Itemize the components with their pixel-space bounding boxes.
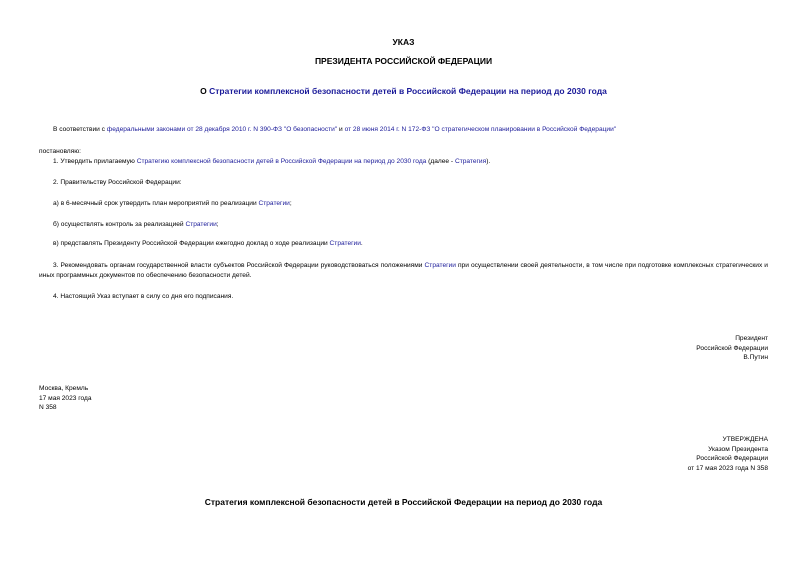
law-172-link[interactable]: от 28 июня 2014 г. N 172-ФЗ "О стратегическом планировании в Российской Федерации" [344, 126, 617, 133]
decree-subject [0, 86, 807, 96]
place-date-block [39, 384, 92, 413]
approval-block [688, 435, 768, 473]
item-3-text: 3. Рекомендовать органам государственной власти субъектов Российской Федерации руководствоваться положениями [53, 262, 425, 269]
signature-title: Президент [735, 335, 768, 342]
item-2c-text: в) представлять Президенту Российской Федерации ежегодно доклад о ходе реализации [53, 240, 330, 247]
item-2b-end: ; [216, 221, 219, 228]
decree-issuer: ПРЕЗИДЕНТА РОССИЙСКОЙ ФЕДЕРАЦИИ [314, 56, 493, 66]
approval-date: от 17 мая 2023 года N 358 [687, 464, 768, 472]
preamble-text: В соответствии с [53, 126, 107, 133]
approval-status: УТВЕРЖДЕНА [722, 436, 768, 443]
signature-country: Российской Федерации [696, 344, 768, 352]
preamble [53, 125, 616, 135]
law-390-link[interactable]: федеральными законами от 28 декабря 2010 г. N 390-ФЗ "О безопасности" [106, 126, 338, 133]
item-2a-link[interactable]: Стратегии [258, 200, 290, 207]
decree-number: N 358 [39, 404, 57, 412]
signature-name: В.Путин [743, 354, 768, 362]
strategy-title: Стратегия комплексной безопасности детей в Российской Федерации на период до 2030 года [204, 497, 603, 507]
item-1-text: 1. Утвердить прилагаемую [53, 158, 137, 165]
approval-country: Российской Федерации [696, 455, 768, 463]
item-2: 2. Правительству Российской Федерации: [53, 179, 182, 186]
item-2c [53, 239, 363, 249]
item-2b [53, 220, 219, 230]
subject-prefix: О [200, 86, 210, 96]
preamble-and: и [337, 126, 345, 133]
item-2a-text: а) в 6-месячный срок утвердить план мероприятий по реализации [53, 200, 259, 207]
strategy-link[interactable]: Стратегию комплексной безопасности детей в Российской Федерации на период до 2030 года [136, 158, 427, 165]
decree-title: УКАЗ [392, 37, 415, 47]
item-3-link[interactable]: Стратегии [424, 262, 456, 269]
decree-word: постановляю: [39, 148, 82, 155]
item-2a [53, 199, 292, 209]
item-3-end: при осуществлении своей деятельности, в том числе при подготовке комплексных стратегических и иных программных документов по обеспечению безопасности детей. [39, 262, 768, 279]
item-2b-link[interactable]: Стратегии [185, 221, 217, 228]
strategy-short-link[interactable]: Стратегия [454, 158, 487, 165]
approval-by: Указом Президента [708, 445, 768, 453]
item-1 [53, 157, 490, 167]
item-2b-text: б) осуществлять контроль за реализацией [53, 221, 186, 228]
subject-link[interactable]: Стратегии комплексной безопасности детей в Российской Федерации на период до 2030 года [209, 86, 607, 96]
place: Москва, Кремль [39, 385, 89, 392]
item-1-mid: (далее - [426, 158, 455, 165]
item-1-end: ). [486, 158, 491, 165]
item-4: 4. Настоящий Указ вступает в силу со дня его подписания. [53, 293, 234, 300]
item-2c-end: . [360, 240, 363, 247]
item-3 [39, 261, 768, 280]
signature-block [696, 334, 768, 363]
item-2c-link[interactable]: Стратегии [329, 240, 361, 247]
date: 17 мая 2023 года [39, 394, 92, 402]
item-2a-end: ; [289, 200, 292, 207]
